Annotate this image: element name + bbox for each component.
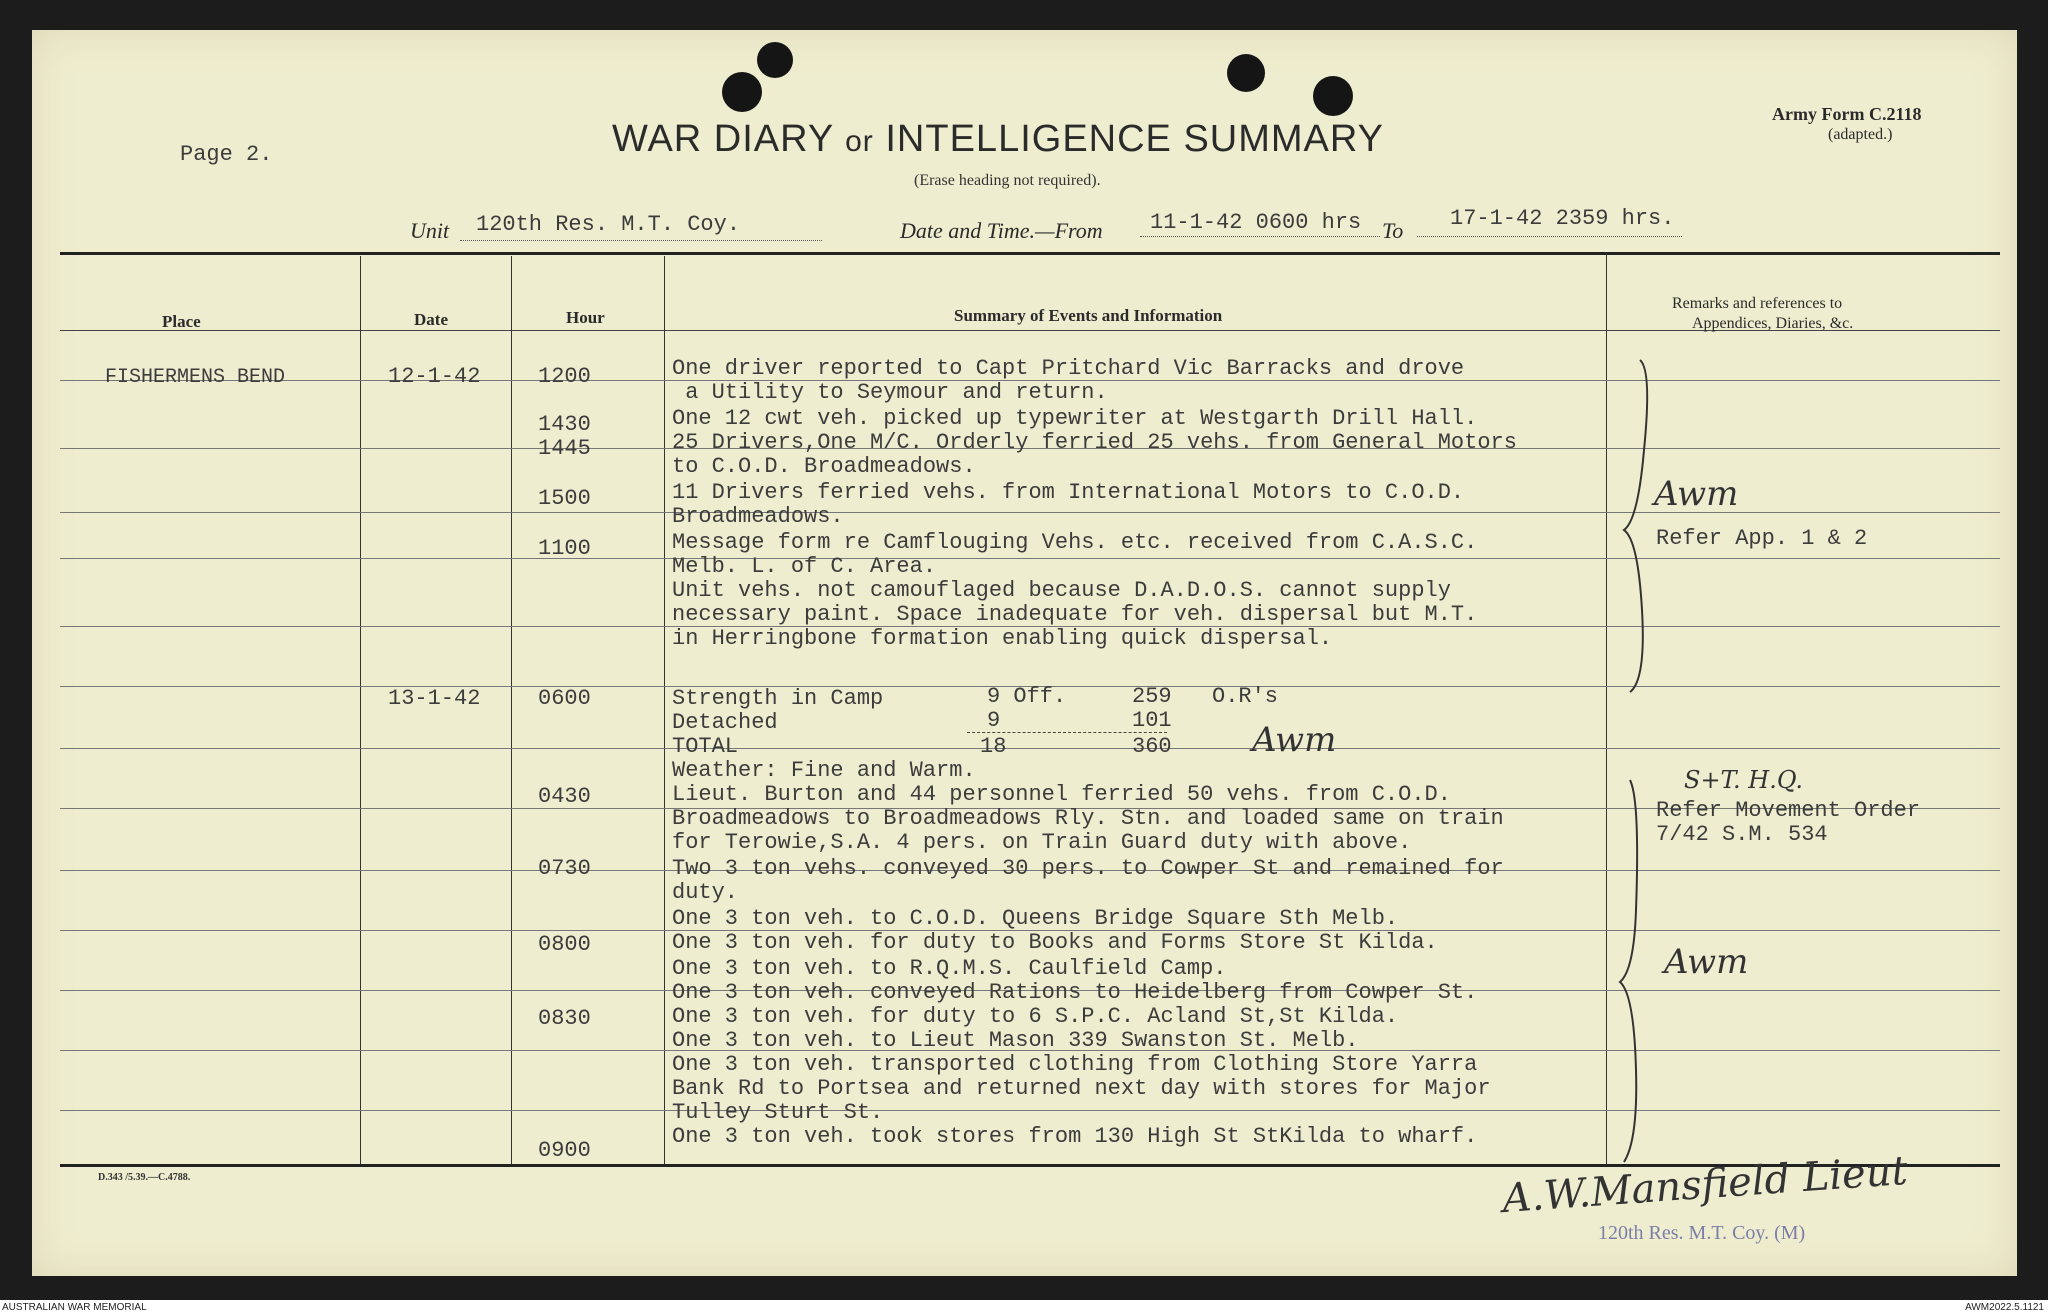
page-number: Page 2. [180, 142, 273, 167]
hour-cell: 0600 [538, 686, 591, 711]
remark-ref: Refer App. 1 & 2 [1656, 526, 1868, 551]
col-divider [664, 256, 665, 1164]
summary-line: Melb. L. of C. Area. [672, 554, 937, 579]
adapted-label: (adapted.) [1828, 126, 1893, 143]
summary-line: necessary paint. Space inadequate for veh. dispersal but M.T. [672, 602, 1478, 627]
date-from-underline [1140, 236, 1380, 237]
summary-line: 11 Drivers ferried vehs. from International Motors to C.O.D. [672, 480, 1465, 505]
total-or: 360 [1132, 734, 1172, 759]
hour-cell: 1445 [538, 436, 591, 461]
hour-cell: 1200 [538, 364, 591, 389]
table-top-rule [60, 252, 2000, 255]
summary-line: One 3 ton veh. to Lieut Mason 339 Swanston St. Melb. [672, 1028, 1359, 1053]
summary-line: Lieut. Burton and 44 personnel ferried 50 vehs. from C.O.D. [672, 782, 1451, 807]
diary-page [32, 30, 2017, 1276]
summary-line: a Utility to Seymour and return. [672, 380, 1108, 405]
archive-source: AUSTRALIAN WAR MEMORIAL [2, 1302, 147, 1313]
summary-line: to C.O.D. Broadmeadows. [672, 454, 976, 479]
summary-line: One 3 ton veh. for duty to 6 S.P.C. Acland St,St Kilda. [672, 1004, 1399, 1029]
hour-cell: 0900 [538, 1138, 591, 1163]
total-rule [967, 732, 1167, 733]
total-officers: 18 [980, 734, 1007, 759]
date-cell: 12-1-42 [388, 364, 481, 389]
remark-ref: Refer Movement Order [1656, 798, 1921, 823]
summary-line: One driver reported to Capt Pritchard Vic Barracks and drove [672, 356, 1465, 381]
punch-hole [722, 72, 762, 112]
hour-cell: 0830 [538, 1006, 591, 1031]
title-or: or [845, 125, 874, 158]
summary-line: One 3 ton veh. to C.O.D. Queens Bridge Square Sth Melb. [672, 906, 1399, 931]
summary-line: Broadmeadows. [672, 504, 844, 529]
title-intelligence-summary: INTELLIGENCE SUMMARY [885, 118, 1384, 160]
summary-line: Unit vehs. not camouflaged because D.A.D.O.S. cannot supply [672, 578, 1451, 603]
col-header-hour: Hour [566, 308, 605, 327]
army-form: Army Form C.2118 [1772, 104, 1922, 124]
date-to-underline [1417, 236, 1682, 237]
brace-mark [1610, 770, 1660, 1170]
col-divider [511, 256, 512, 1164]
ruled-line [60, 558, 2000, 559]
summary-line: One 12 cwt veh. picked up typewriter at Westgarth Drill Hall. [672, 406, 1478, 431]
col-header-remarks-1: Remarks and references to [1672, 295, 1843, 312]
punch-hole [757, 42, 793, 78]
detached-officers: 9 [987, 708, 1001, 733]
col-header-date: Date [414, 310, 448, 329]
strength-or-label: O.R's [1212, 684, 1279, 709]
date-from: 11-1-42 0600 hrs [1150, 210, 1362, 235]
remark-ref: 7/42 S.M. 534 [1656, 822, 1828, 847]
col-header-place: Place [162, 312, 201, 331]
detached-or: 101 [1132, 708, 1172, 733]
to-label: To [1382, 218, 1404, 243]
punch-hole [1313, 76, 1353, 116]
archive-footer [0, 1300, 2048, 1316]
handwritten-initials: Awm [1664, 942, 1749, 982]
strength-officers: 9 Off. [987, 684, 1067, 709]
summary-line: Bank Rd to Portsea and returned next day with stores for Major [672, 1076, 1491, 1101]
hour-cell: 0430 [538, 784, 591, 809]
place-cell: FISHERMENS BEND [105, 366, 286, 389]
form-code: D.343 /5.39.—C.4788. [98, 1172, 191, 1183]
handwritten-initials: Awm [1252, 720, 1337, 760]
summary-line: Broadmeadows to Broadmeadows Rly. Stn. and loaded same on train [672, 806, 1504, 831]
date-label: Date and Time.—From [900, 218, 1103, 243]
summary-line: in Herringbone formation enabling quick dispersal. [672, 626, 1333, 651]
summary-line: 25 Drivers,One M/C. Orderly ferried 25 vehs. from General Motors [672, 430, 1517, 455]
summary-line: One 3 ton veh. to R.Q.M.S. Caulfield Camp. [672, 956, 1227, 981]
hour-cell: 1500 [538, 486, 591, 511]
handwritten-note: S+T. H.Q. [1684, 766, 1803, 794]
summary-line: Two 3 ton vehs. conveyed 30 pers. to Cowper St and remained for [672, 856, 1504, 881]
handwritten-initials: Awm [1654, 474, 1739, 514]
summary-line: Weather: Fine and Warm. [672, 758, 976, 783]
punch-hole [1227, 54, 1265, 92]
ruled-line [60, 1110, 2000, 1111]
col-header-summary: Summary of Events and Information [954, 306, 1223, 325]
summary-line: Tulley Sturt St. [672, 1100, 884, 1125]
strength-label: TOTAL [672, 734, 739, 759]
summary-line: for Terowie,S.A. 4 pers. on Train Guard duty with above. [672, 830, 1412, 855]
ruled-line [60, 748, 2000, 749]
hour-cell: 1100 [538, 536, 591, 561]
summary-line: One 3 ton veh. for duty to Books and Forms Store St Kilda. [672, 930, 1438, 955]
unit-underline [460, 240, 822, 241]
signature: A.W.Mansfield Lieut [1500, 1147, 1909, 1223]
unit-label: Unit [410, 218, 450, 243]
unit-value: 120th Res. M.T. Coy. [476, 212, 741, 237]
date-to: 17-1-42 2359 hrs. [1450, 206, 1675, 231]
summary-line: Message form re Camflouging Vehs. etc. received from C.A.S.C. [672, 530, 1478, 555]
col-divider [1606, 252, 1607, 1164]
hour-cell: 1430 [538, 412, 591, 437]
brace-mark [1610, 330, 1660, 710]
summary-line: One 3 ton veh. conveyed Rations to Heidelberg from Cowper St. [672, 980, 1478, 1005]
strength-or: 259 [1132, 684, 1172, 709]
summary-line: One 3 ton veh. transported clothing from Clothing Store Yarra [672, 1052, 1478, 1077]
col-header-remarks-2: Appendices, Diaries, &c. [1692, 315, 1854, 332]
summary-line: duty. [672, 880, 739, 905]
strength-label: Strength in Camp [672, 686, 884, 711]
hour-cell: 0800 [538, 932, 591, 957]
summary-line: One 3 ton veh. took stores from 130 High St StKilda to wharf. [672, 1124, 1478, 1149]
archive-id: AWM2022.5.1121 [1965, 1302, 2044, 1313]
page-title [612, 118, 1384, 161]
hour-cell: 0730 [538, 856, 591, 881]
unit-stamp: 120th Res. M.T. Coy. (M) [1598, 1222, 1806, 1244]
col-divider [360, 256, 361, 1164]
date-cell: 13-1-42 [388, 686, 481, 711]
title-war-diary: WAR DIARY [612, 118, 834, 160]
strength-label: Detached [672, 710, 778, 735]
subtitle: (Erase heading not required). [914, 172, 1101, 189]
